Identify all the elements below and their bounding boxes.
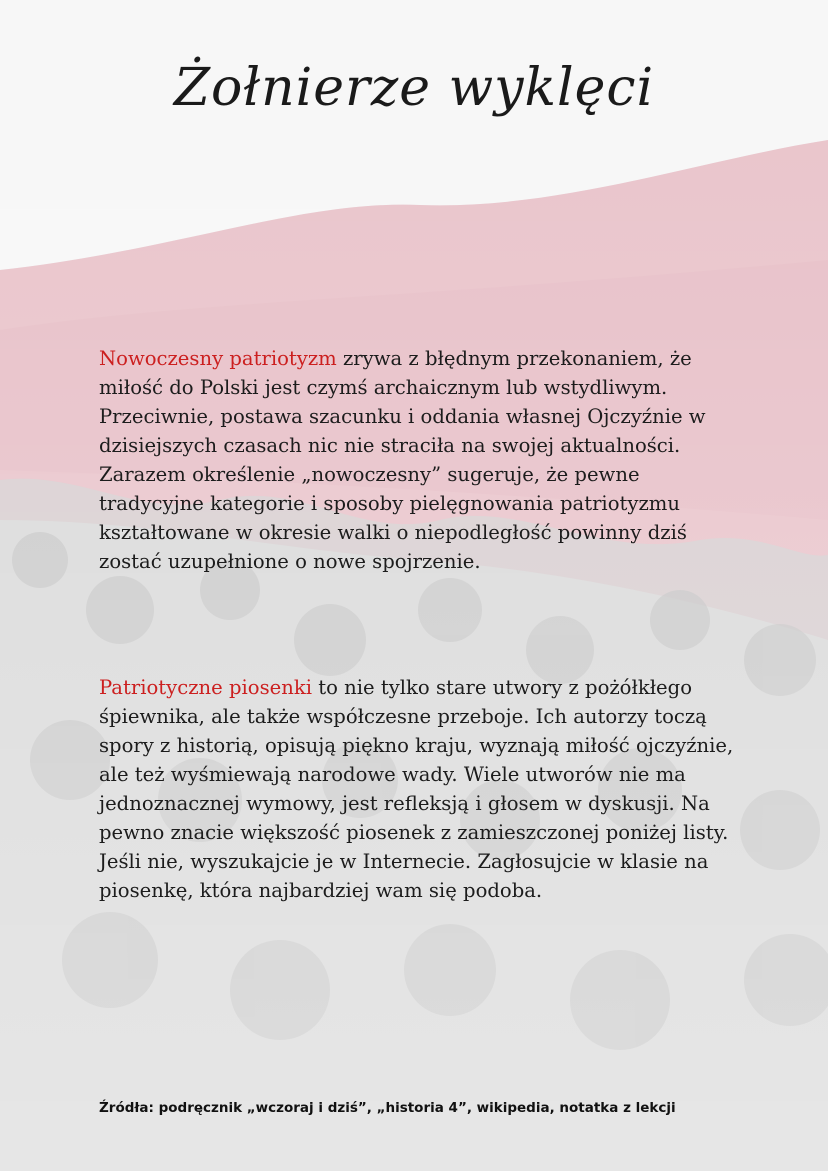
paragraph-text: to nie tylko stare utwory z pożółkłego śpiewnika, ale także współczesne przeboje. Ich autorzy toczą spory z historią, opisują piękno kraju, wyznają miłość ojczyźnie, ale też wyśmiewają narodowe wady. Wiele utworów nie ma jednoznacznej wymowy, jest refleksją i głosem w dyskusji. Na pewno znacie większość piosenek z zamieszczonej poniżej listy. Jeśli nie, wyszukajcie je w Internecie. Zagłosujcie w klasie na piosenkę, która najbardziej wam się podoba. xyxy=(99,676,734,902)
highlight-term: Patriotyczne piosenki xyxy=(99,676,312,699)
highlight-term: Nowoczesny patriotyzm xyxy=(99,347,337,370)
paragraph-patriotism xyxy=(99,344,739,576)
paragraph-songs xyxy=(99,673,739,905)
paragraph-text: zrywa z błędnym przekonaniem, że miłość do Polski jest czymś archaicznym lub wstydliwym. Przeciwnie, postawa szacunku i oddania własnej Ojczyźnie w dzisiejszych czasach nic nie straciła na swojej aktualności. Zarazem określenie „nowoczesny” sugeruje, że pewne tradycyjne kategorie i sposoby pielęgnowania patriotyzmu kształtowane w okresie walki o niepodległość powinny dziś zostać uzupełnione o nowe spojrzenie. xyxy=(99,347,706,573)
sources-footnote: Źródła: podręcznik „wczoraj i dziś”, „historia 4”, wikipedia, notatka z lekcji xyxy=(99,1100,676,1116)
page-title: Żołnierze wyklęci xyxy=(173,58,655,118)
